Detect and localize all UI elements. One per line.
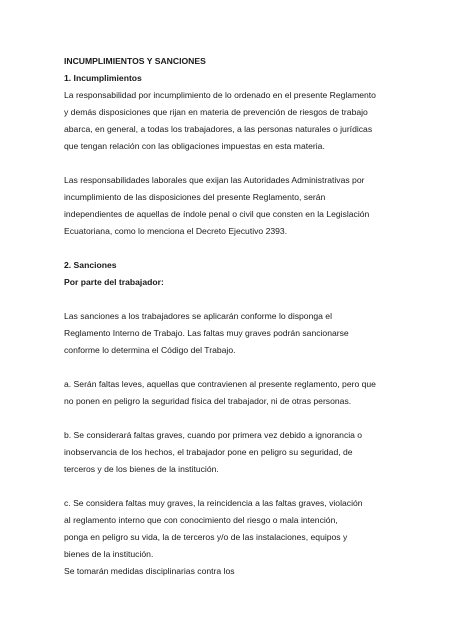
paragraph-line: Ecuatoriana, como lo menciona el Decreto Ejecutivo 2393.: [64, 226, 288, 236]
section-title-sanciones: 2. Sanciones: [64, 260, 117, 270]
paragraph-line: Las responsabilidades laborales que exijan las Autoridades Administrativas por: [64, 175, 365, 185]
list-item-line: c. Se considera faltas muy graves, la reincidencia a las faltas graves, violación: [64, 498, 363, 508]
list-item-line: ponga en peligro su vida, la de terceros y/o de las instalaciones, equipos y: [64, 532, 348, 542]
list-item-line: bienes de la institución.: [64, 549, 154, 559]
paragraph-line: abarca, en general, a todas los trabajadores, a las personas naturales o jurídicas: [64, 124, 373, 134]
paragraph-line: que tengan relación con las obligaciones impuestas en esta materia.: [64, 141, 325, 151]
paragraph-line: Reglamento Interno de Trabajo. Las faltas muy graves podrán sancionarse: [64, 328, 349, 338]
list-item-line: al reglamento interno que con conocimiento del riesgo o mala intención,: [64, 515, 338, 525]
section-title-incumplimientos: 1. Incumplimientos: [64, 73, 142, 83]
paragraph-line: independientes de aquellas de índole penal o civil que consten en la Legislación: [64, 209, 370, 219]
paragraph-line: y demás disposiciones que rijan en materia de prevención de riesgos de trabajo: [64, 107, 368, 117]
list-item-line: no ponen en peligro la seguridad física del trabajador, ni de otras personas.: [64, 396, 352, 406]
document-heading: INCUMPLIMIENTOS Y SANCIONES: [64, 56, 206, 66]
paragraph-line: La responsabilidad por incumplimiento de lo ordenado en el presente Reglamento: [64, 90, 376, 100]
paragraph-line: conforme lo determina el Código del Trabajo.: [64, 345, 236, 355]
list-item-line: a. Serán faltas leves, aquellas que contravienen al presente reglamento, pero que: [64, 379, 376, 389]
list-item-line: inobservancia de los hechos, el trabajador pone en peligro su seguridad, de: [64, 447, 353, 457]
closing-line: Se tomarán medidas disciplinarias contra los: [64, 566, 235, 576]
list-item-line: terceros y de los bienes de la institución.: [64, 464, 219, 474]
paragraph-line: Las sanciones a los trabajadores se aplicarán conforme lo disponga el: [64, 311, 333, 321]
section-subtitle: Por parte del trabajador:: [64, 277, 164, 287]
paragraph-line: incumplimiento de las disposiciones del presente Reglamento, serán: [64, 192, 326, 202]
list-item-line: b. Se considerará faltas graves, cuando por primera vez debido a ignorancia o: [64, 430, 363, 440]
